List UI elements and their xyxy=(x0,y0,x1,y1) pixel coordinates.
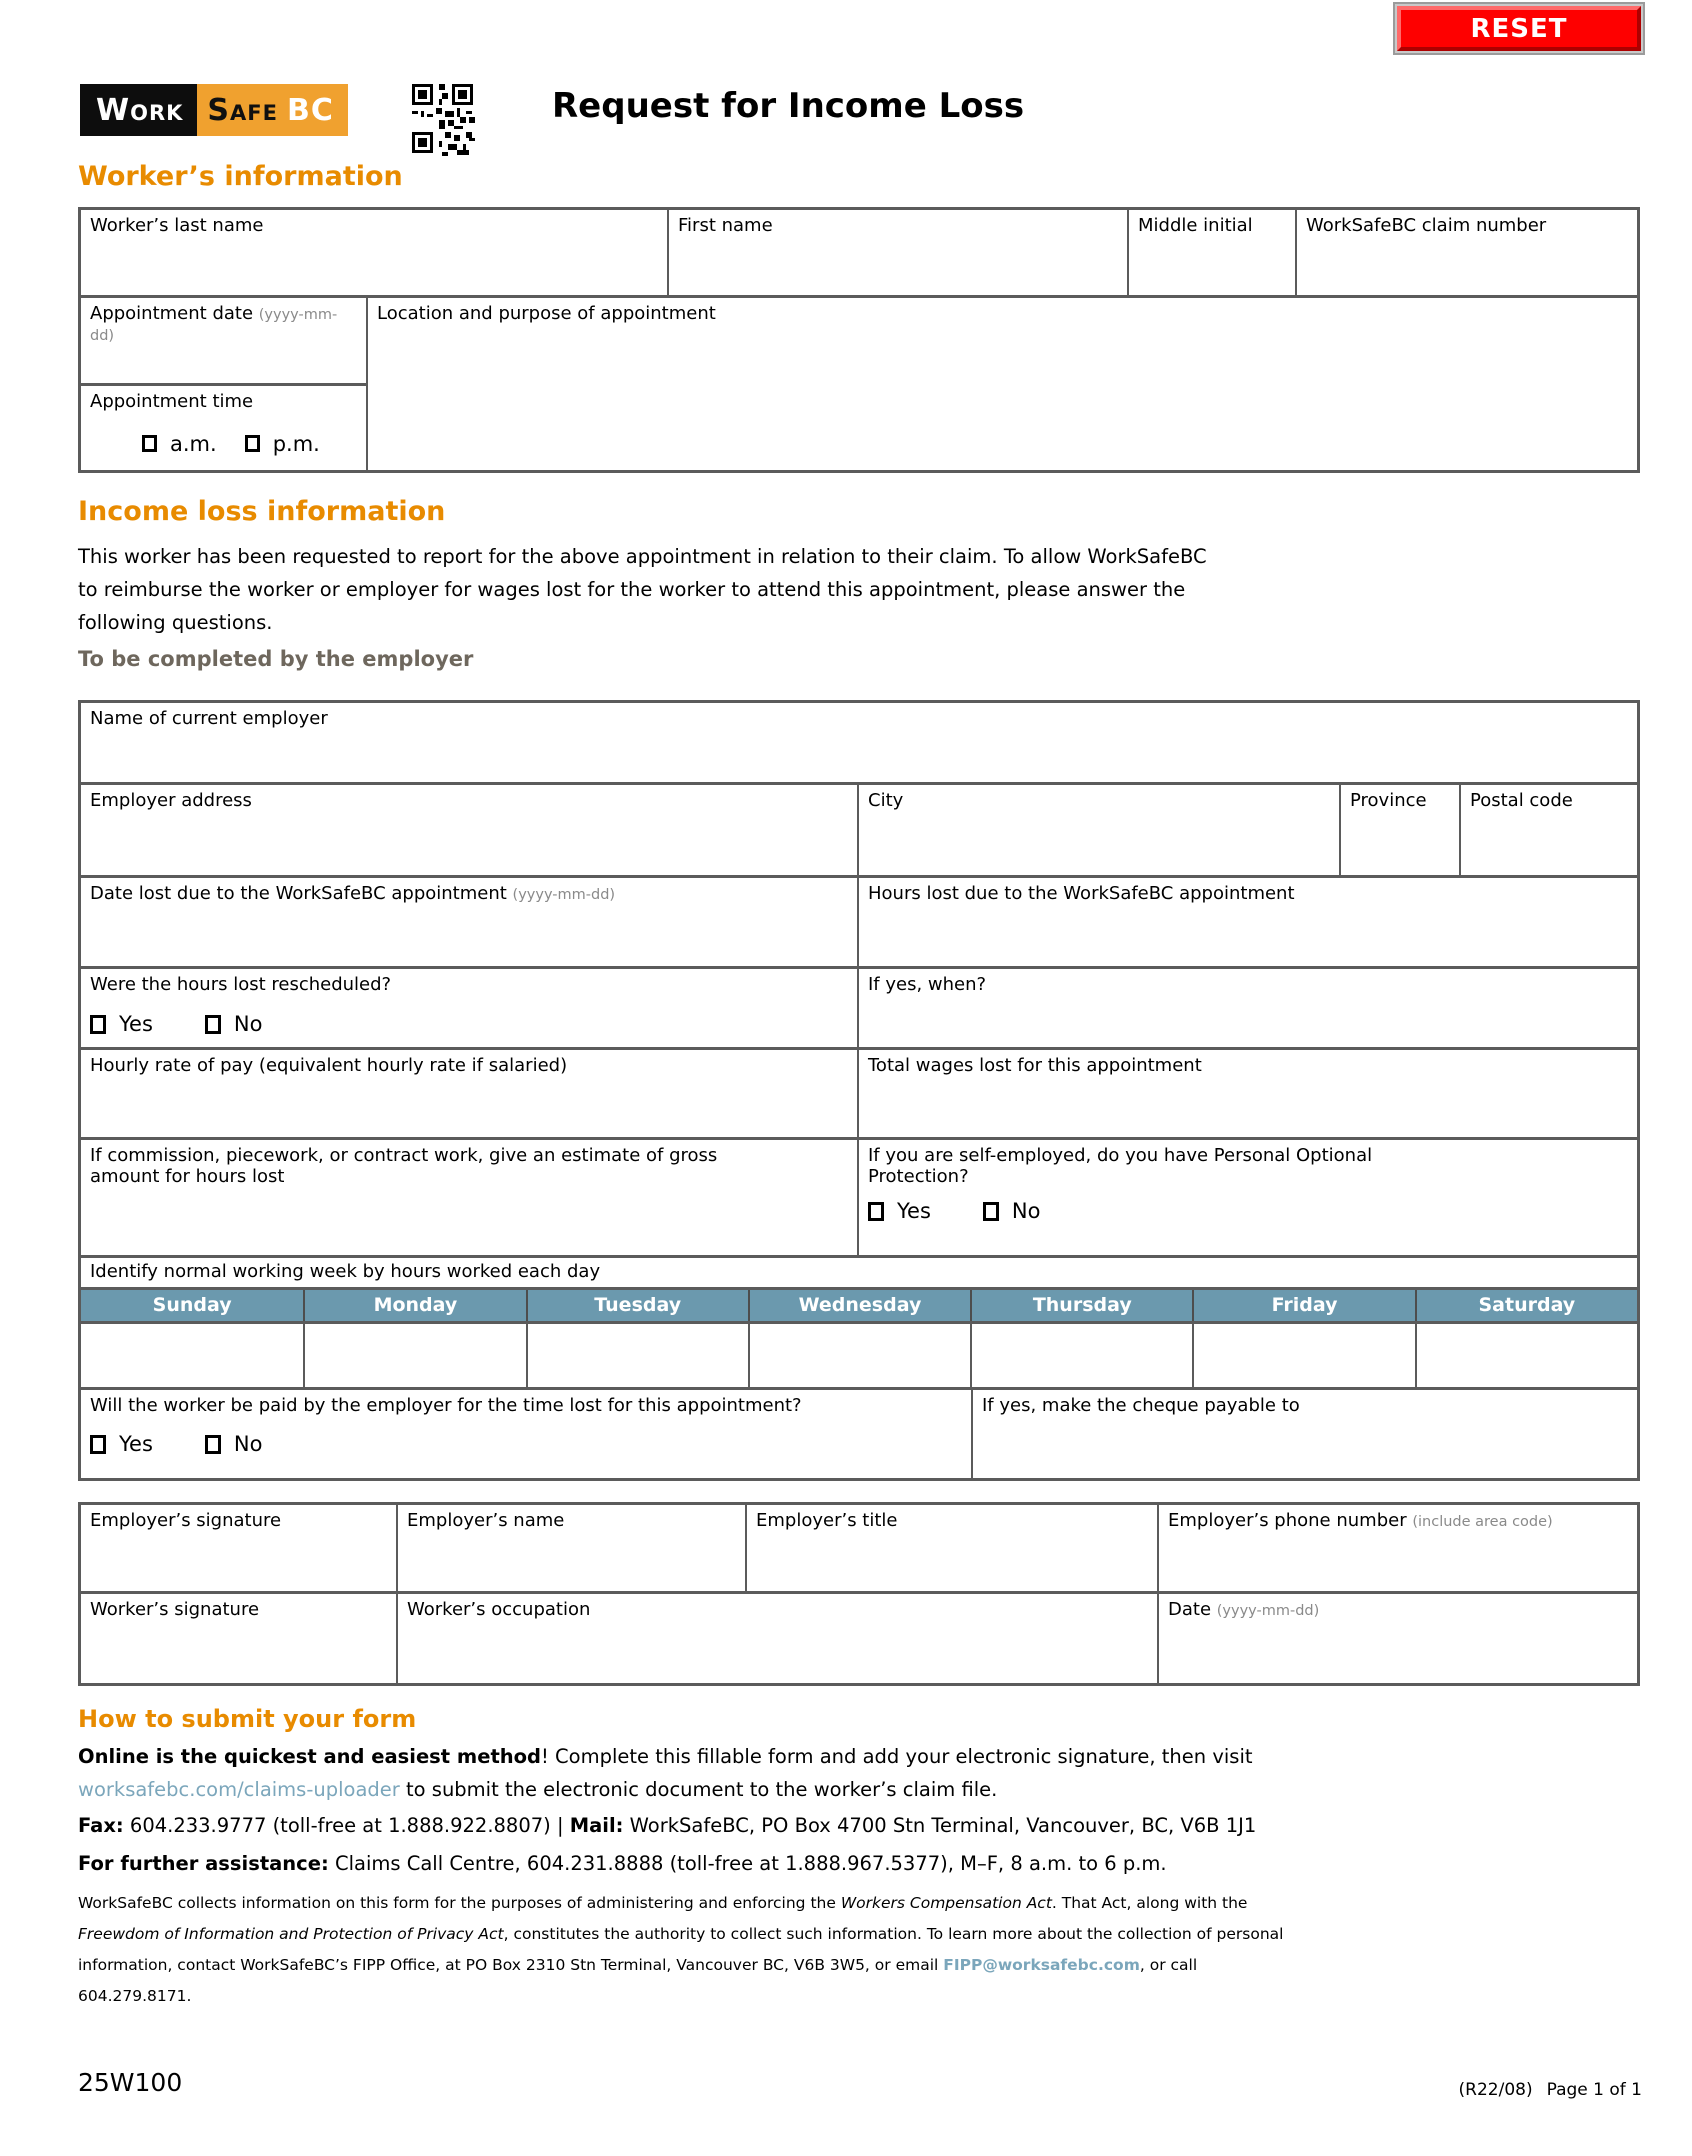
page-indicator: Page 1 of 1 xyxy=(1546,2080,1642,2100)
employer-phone-field[interactable] xyxy=(1157,1505,1637,1591)
cheque-payable-field[interactable] xyxy=(971,1390,1637,1478)
checkbox-paid-no[interactable] xyxy=(205,1435,221,1454)
claim-number-label: WorkSafeBC claim number xyxy=(1306,215,1547,236)
province-field[interactable] xyxy=(1339,785,1459,875)
first-name-field[interactable] xyxy=(667,210,1127,295)
hours-saturday-field[interactable] xyxy=(1415,1324,1637,1387)
total-wages-label: Total wages lost for this appointment xyxy=(868,1055,1202,1076)
checkbox-rescheduled-no[interactable] xyxy=(205,1015,221,1034)
date-lost-format-hint: (yyyy-mm-dd) xyxy=(512,887,616,903)
revision-label: (R22/08) xyxy=(1458,2080,1533,2100)
fipp-email-link[interactable]: FIPP@worksafebc.com xyxy=(943,1956,1140,1974)
income-loss-intro: This worker has been requested to report for the above appointment in relation to their claim. To allow WorkSafeBC to reimburse the worker or employer for wages lost for the worker to attend this appointment, please answer the following questions. xyxy=(78,545,1207,634)
middle-initial-field[interactable] xyxy=(1127,210,1295,295)
hours-thursday-field[interactable] xyxy=(970,1324,1192,1387)
day-header-sunday: Sunday xyxy=(81,1290,303,1321)
pop-yes-label: Yes xyxy=(897,1199,931,1223)
how-to-submit-heading: How to submit your form xyxy=(78,1705,417,1733)
appointment-time-field[interactable] xyxy=(81,383,366,471)
employer-name-label: Name of current employer xyxy=(90,708,328,729)
employer-signature-field[interactable] xyxy=(81,1505,396,1591)
city-label: City xyxy=(868,790,904,811)
hours-tuesday-field[interactable] xyxy=(526,1324,748,1387)
date-lost-label: Date lost due to the WorkSafeBC appointment xyxy=(90,883,507,904)
worksafebc-logo xyxy=(80,84,348,136)
signature-date-label: Date xyxy=(1168,1599,1212,1620)
employer-title-field[interactable] xyxy=(745,1505,1157,1591)
appointment-date-label: Appointment date xyxy=(90,303,254,324)
paid-yes-label: Yes xyxy=(119,1432,153,1456)
if-yes-when-label: If yes, when? xyxy=(868,974,987,995)
total-wages-field[interactable] xyxy=(857,1050,1637,1137)
rescheduled-question xyxy=(81,969,857,1047)
self-employed-question xyxy=(857,1140,1637,1255)
commission-estimate-label: If commission, piecework, or contract work, give an estimate of gross amount for hours lost xyxy=(90,1145,718,1187)
rescheduled-no-label: No xyxy=(233,1012,263,1036)
reset-button-frame xyxy=(1393,2,1645,55)
day-header-wednesday: Wednesday xyxy=(748,1290,970,1321)
appointment-date-field[interactable] xyxy=(81,298,366,383)
day-header-row xyxy=(81,1290,1637,1324)
rescheduled-label: Were the hours lost rescheduled? xyxy=(90,974,392,995)
signature-date-field[interactable] xyxy=(1157,1594,1637,1683)
day-header-friday: Friday xyxy=(1192,1290,1414,1321)
day-hours-row xyxy=(81,1324,1637,1390)
privacy-notice: WorkSafeBC collects information on this form for the purposes of administering and enforcing the Workers Compensation Act. That Act, along with the Freewdom of Information and Protection of Privacy Act, constitutes the authority to collect such information. To learn more about the collection of personal information, contact WorkSafeBC’s FIPP Office, at PO Box 2310 Stn Terminal, Vancouver BC, V6B 3W5, or email FIPP@worksafebc.com, or call 604.279.8171. xyxy=(78,1894,1284,2005)
employer-name-field[interactable] xyxy=(81,703,1637,782)
form-number: 25W100 xyxy=(78,2068,183,2097)
hours-wednesday-field[interactable] xyxy=(748,1324,970,1387)
checkbox-pop-yes[interactable] xyxy=(868,1202,884,1221)
postal-code-label: Postal code xyxy=(1470,790,1573,811)
checkbox-rescheduled-yes[interactable] xyxy=(90,1015,106,1034)
rescheduled-yes-label: Yes xyxy=(119,1012,153,1036)
worker-information-table xyxy=(78,207,1640,473)
checkbox-am[interactable] xyxy=(142,435,157,452)
employer-name-sign-label: Employer’s name xyxy=(407,1510,565,1531)
worker-paid-question xyxy=(81,1390,971,1478)
employer-address-label: Employer address xyxy=(90,790,252,811)
employer-address-field[interactable] xyxy=(81,785,857,875)
worker-information-heading: Worker’s information xyxy=(78,161,403,192)
paid-no-label: No xyxy=(233,1432,263,1456)
reset-button[interactable]: RESET xyxy=(1397,6,1641,51)
if-yes-when-field[interactable] xyxy=(857,969,1637,1047)
logo-safe-text: Safe xyxy=(207,92,278,128)
employer-phone-label: Employer’s phone number xyxy=(1168,1510,1407,1531)
location-purpose-label: Location and purpose of appointment xyxy=(377,303,716,324)
commission-estimate-field[interactable] xyxy=(81,1140,857,1255)
worker-signature-field[interactable] xyxy=(81,1594,396,1683)
appointment-date-format-hint: (yyyy-mm-dd) xyxy=(90,307,338,344)
hours-lost-label: Hours lost due to the WorkSafeBC appointment xyxy=(868,883,1295,904)
worker-occupation-field[interactable] xyxy=(396,1594,1157,1683)
day-header-monday: Monday xyxy=(303,1290,525,1321)
claims-uploader-link[interactable]: worksafebc.com/claims-uploader xyxy=(78,1778,400,1801)
employer-signature-label: Employer’s signature xyxy=(90,1510,282,1531)
hours-sunday-field[interactable] xyxy=(81,1324,303,1387)
revision-page-info xyxy=(1459,2080,1642,2100)
appointment-time-label: Appointment time xyxy=(90,390,254,412)
fax-mail-line: Fax: 604.233.9777 (toll-free at 1.888.922.8807) | Mail: WorkSafeBC, PO Box 4700 Stn Terminal, Vancouver, BC, V6B 1J1 xyxy=(78,1814,1257,1837)
hourly-rate-label: Hourly rate of pay (equivalent hourly rate if salaried) xyxy=(90,1055,568,1076)
hours-lost-field[interactable] xyxy=(857,878,1637,966)
employer-subheading: To be completed by the employer xyxy=(78,647,474,671)
checkbox-paid-yes[interactable] xyxy=(90,1435,106,1454)
logo-work-segment: Work xyxy=(80,84,197,136)
cheque-payable-label: If yes, make the cheque payable to xyxy=(982,1395,1300,1416)
day-header-tuesday: Tuesday xyxy=(526,1290,748,1321)
employer-table xyxy=(78,700,1640,1481)
employer-title-label: Employer’s title xyxy=(756,1510,898,1531)
middle-initial-label: Middle initial xyxy=(1138,215,1253,236)
signatures-table xyxy=(78,1502,1640,1686)
logo-safebc-segment xyxy=(197,84,347,136)
am-label: a.m. xyxy=(170,431,217,456)
page-title: Request for Income Loss xyxy=(552,86,1025,126)
postal-code-field[interactable] xyxy=(1459,785,1637,875)
location-purpose-field[interactable] xyxy=(366,298,1637,470)
worker-paid-label: Will the worker be paid by the employer for the time lost for this appointment? xyxy=(90,1395,802,1416)
checkbox-pop-no[interactable] xyxy=(983,1202,999,1221)
working-week-caption: Identify normal working week by hours worked each day xyxy=(90,1261,601,1282)
day-header-saturday: Saturday xyxy=(1415,1290,1637,1321)
online-submit-paragraph: Online is the quickest and easiest method! Complete this fillable form and add your electronic signature, then visit worksafebc.com/claims-uploader to submit the electronic document to the worker’s claim file. xyxy=(78,1745,1253,1801)
pop-no-label: No xyxy=(1011,1199,1041,1223)
checkbox-pm[interactable] xyxy=(245,435,260,452)
logo-bc-text: BC xyxy=(286,92,334,128)
employer-phone-hint: (include area code) xyxy=(1412,1514,1553,1530)
hours-monday-field[interactable] xyxy=(303,1324,525,1387)
worker-signature-label: Worker’s signature xyxy=(90,1599,260,1620)
assistance-line: For further assistance: Claims Call Centre, 604.231.8888 (toll-free at 1.888.967.5377), M–F, 8 a.m. to 6 p.m. xyxy=(78,1852,1167,1875)
self-employed-label: If you are self-employed, do you have Personal Optional Protection? xyxy=(868,1145,1373,1187)
date-lost-field[interactable] xyxy=(81,878,857,966)
signature-date-hint: (yyyy-mm-dd) xyxy=(1216,1603,1320,1619)
last-name-field[interactable] xyxy=(81,210,667,295)
claim-number-field[interactable] xyxy=(1295,210,1637,295)
income-loss-heading: Income loss information xyxy=(78,496,446,527)
last-name-label: Worker’s last name xyxy=(90,215,264,236)
city-field[interactable] xyxy=(857,785,1339,875)
employer-name-sign-field[interactable] xyxy=(396,1505,745,1591)
province-label: Province xyxy=(1350,790,1427,811)
first-name-label: First name xyxy=(678,215,773,236)
qr-code-icon xyxy=(412,84,476,158)
hourly-rate-field[interactable] xyxy=(81,1050,857,1137)
hours-friday-field[interactable] xyxy=(1192,1324,1414,1387)
day-header-thursday: Thursday xyxy=(970,1290,1192,1321)
worker-occupation-label: Worker’s occupation xyxy=(407,1599,591,1620)
pm-label: p.m. xyxy=(272,431,320,456)
